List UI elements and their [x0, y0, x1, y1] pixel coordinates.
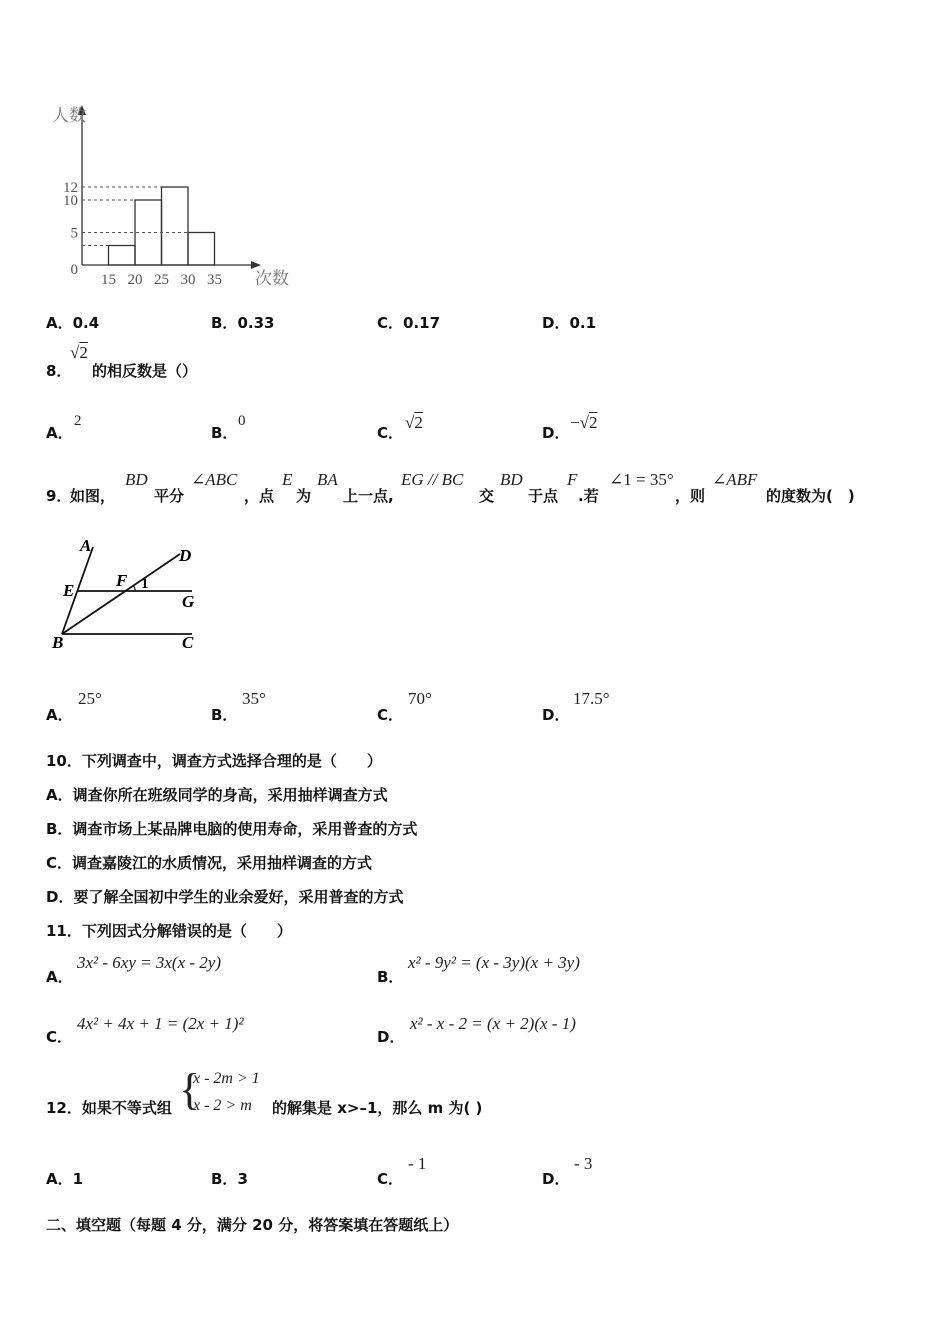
q9-math: E [282, 470, 293, 489]
q9-text: 平分 [154, 487, 185, 505]
q8-stem: 的相反数是（） [92, 362, 198, 380]
label-e: E [63, 581, 75, 600]
label-c: C [182, 633, 194, 652]
q9-option-a[interactable]: A． [46, 706, 73, 724]
x-tick-label: 30 [180, 272, 196, 288]
q12-inequality-2: x - 2 > m [193, 1097, 252, 1114]
q12-stem-pre: 12．如果不等式组 [46, 1099, 172, 1117]
q9-option-c-value: 70° [408, 689, 432, 708]
q9-math: EG // BC [401, 470, 464, 489]
q9-math: BD [125, 470, 148, 489]
q12-inequality-1: x - 2m > 1 [193, 1070, 260, 1087]
q9-math: BD [500, 470, 523, 489]
q11-option-d[interactable]: D． [377, 1028, 405, 1046]
q8-option-d[interactable]: D． [542, 424, 570, 442]
q9-text: 如图， [70, 487, 116, 505]
origin-label: 0 [70, 262, 78, 278]
q12-option-b[interactable]: B．3 [211, 1170, 248, 1188]
label-b: B [52, 633, 64, 652]
q8-option-d-value: −√2 [570, 413, 598, 432]
q10-option-d[interactable]: D．要了解全国初中学生的业余爱好，采用普查的方式 [46, 888, 404, 906]
q9-number: 9． [46, 487, 72, 505]
system-brace: { [179, 1065, 201, 1114]
q12-option-c-value: - 1 [408, 1154, 427, 1173]
q9-text: 上一点, [343, 487, 394, 505]
q9-text: 交 [479, 487, 495, 505]
q12-option-c[interactable]: C． [377, 1170, 404, 1188]
label-f: F [116, 571, 128, 590]
y-tick-label: 5 [70, 225, 78, 242]
x-axis-title: 次数 [255, 269, 289, 288]
q9-text: ，点 [244, 487, 275, 505]
q11-option-a-expr: 3x² - 6xy = 3x(x - 2y) [77, 953, 221, 972]
q10-option-b[interactable]: B．调查市场上某品牌电脑的使用寿命，采用普查的方式 [46, 820, 418, 838]
q12-stem-post: 的解集是 x>–1，那么 m 为( ) [272, 1099, 483, 1117]
section-2-title: 二、填空题（每题 4 分，满分 20 分，将答案填在答题纸上） [46, 1216, 459, 1234]
q12-option-a[interactable]: A．1 [46, 1170, 84, 1188]
q9-math: ∠1 = 35° [609, 470, 674, 489]
q9-option-c[interactable]: C． [377, 706, 404, 724]
q7-option-d[interactable]: D．0.1 [542, 314, 597, 332]
q9-option-a-value: 25° [78, 689, 102, 708]
label-d: D [179, 546, 192, 565]
q7-option-c[interactable]: C．0.17 [377, 314, 441, 332]
x-tick-label: 20 [127, 272, 143, 288]
q9-math: BA [317, 470, 338, 489]
q8-option-a-value: 2 [74, 413, 82, 429]
label-1: 1 [141, 576, 149, 592]
q8-option-c[interactable]: C． [377, 424, 404, 442]
q9-option-b[interactable]: B． [211, 706, 238, 724]
histogram-bar [109, 246, 136, 266]
label-a: A [80, 536, 92, 555]
q12-option-d[interactable]: D． [542, 1170, 570, 1188]
q9-text: .若 [578, 487, 599, 505]
q11-stem: 11．下列因式分解错误的是（ ） [46, 922, 292, 940]
y-tick-label: 12 [63, 180, 78, 196]
q7-option-b[interactable]: B．0.33 [211, 314, 275, 332]
q8-option-b-value: 0 [238, 413, 246, 429]
q8-option-c-value: √2 [405, 413, 423, 432]
line-bd [62, 554, 180, 634]
label-g: G [182, 592, 195, 611]
q11-option-a[interactable]: A． [46, 968, 73, 986]
x-tick-label: 35 [207, 272, 222, 288]
q9-geometry-figure [45, 535, 210, 660]
q11-option-c-expr: 4x² + 4x + 1 = (2x + 1)² [77, 1014, 244, 1033]
q9-math: ∠ABC [191, 470, 238, 489]
histogram-bar [188, 233, 215, 266]
angle-1-arc [133, 585, 135, 591]
q8-sqrt: √2 [70, 343, 88, 362]
q11-option-c[interactable]: C． [46, 1028, 73, 1046]
q9-text: 为 [296, 487, 312, 505]
q9-text: 于点 [528, 487, 559, 505]
q9-math: ∠ABF [712, 470, 758, 489]
q11-option-b-expr: x² - 9y² = (x - 3y)(x + 3y) [408, 953, 580, 972]
q8-option-a[interactable]: A． [46, 424, 73, 442]
x-axis-arrow [251, 261, 261, 269]
q11-option-b[interactable]: B． [377, 968, 404, 986]
q11-option-d-expr: x² - x - 2 = (x + 2)(x - 1) [410, 1014, 576, 1033]
histogram-bar [162, 187, 189, 265]
q8-option-b[interactable]: B． [211, 424, 238, 442]
x-tick-label: 25 [154, 272, 169, 288]
q9-option-d-value: 17.5° [573, 689, 610, 708]
y-tick-label: 10 [63, 193, 78, 209]
q7-option-a[interactable]: A．0.4 [46, 314, 100, 332]
y-axis-title: 人数 [52, 106, 86, 125]
x-tick-label: 15 [101, 272, 116, 288]
q10-stem: 10．下列调查中，调查方式选择合理的是（ ） [46, 752, 382, 770]
q9-option-d[interactable]: D． [542, 706, 570, 724]
q12-option-d-value: - 3 [574, 1154, 593, 1173]
q9-option-b-value: 35° [242, 689, 266, 708]
q9-math: F [567, 470, 578, 489]
histogram-chart [40, 95, 300, 300]
q10-option-c[interactable]: C．调查嘉陵江的水质情况，采用抽样调查的方式 [46, 854, 373, 872]
q9-text: 的度数为( ) [766, 487, 855, 505]
q10-option-a[interactable]: A．调查你所在班级同学的身高，采用抽样调查方式 [46, 786, 388, 804]
q8-number: 8． [46, 362, 72, 380]
q9-text: ，则 [675, 487, 706, 505]
